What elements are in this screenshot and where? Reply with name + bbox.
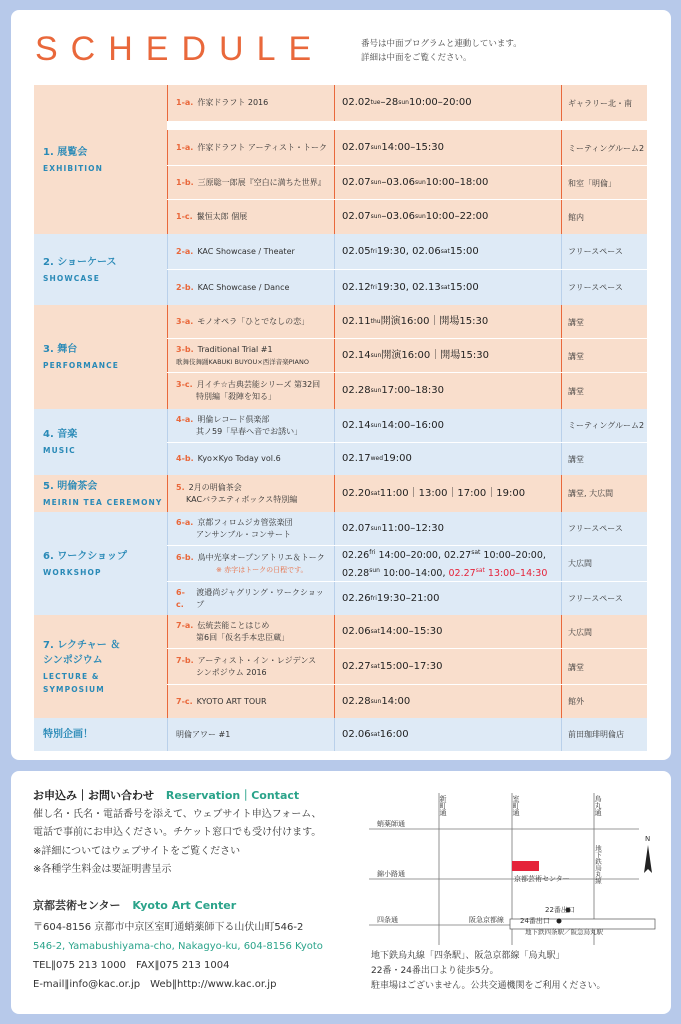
map-caption-3: 駐車場はございません。公共交通機関をご利用ください。 (371, 981, 606, 991)
venue: フリースペース (568, 247, 623, 256)
schedule-row (167, 130, 647, 166)
weekday: thu (370, 318, 381, 325)
schedule-row (167, 512, 647, 545)
street-nishiki: 錦小路通 (377, 870, 405, 878)
time: 開演16:00｜開場15:30 (380, 316, 489, 327)
venue: 前田珈琲明倫店 (568, 730, 624, 739)
category-en: WORKSHOP (43, 567, 102, 577)
time: 14:00–16:00 (381, 419, 445, 431)
weekday: sat (370, 628, 380, 635)
venue: 館内 (568, 212, 584, 222)
venue: フリースペース (568, 594, 623, 603)
program-title: 鳥中光享オープンアトリエ＆トーク (197, 552, 325, 562)
time: 15:00–17:30 (379, 661, 443, 672)
weekday: sat (370, 730, 380, 738)
venue: ミーティングルーム2 (568, 421, 645, 430)
schedule-row (167, 409, 647, 442)
row-divider (167, 129, 647, 130)
program-title: 渡邉尚ジャグリング・ワークショップ (196, 587, 324, 609)
center-name: 京都芸術センター Kyoto Art Center (33, 899, 237, 912)
label-subway: 地下鉄烏丸線 (594, 845, 602, 884)
date-mid: –03.06 (381, 211, 416, 222)
program-title: モノオペラ「ひとでなしの恋」 (197, 317, 310, 326)
program-number: 1-c. (176, 212, 193, 221)
talk-weekday: sat (475, 566, 485, 574)
program-number: 7-c. (176, 696, 193, 706)
schedule-row (167, 270, 647, 305)
program-number: 4-b. (176, 454, 194, 463)
date: 02.14 (342, 419, 371, 431)
header-note-1: 番号は中面プログラムと連動しています。 (361, 39, 522, 49)
weekday: sun (370, 697, 382, 705)
program-subtitle: 歌舞伎舞踊KABUKI BUYOU×西洋音楽PIANO (176, 358, 309, 366)
date-mid: –28 (380, 97, 399, 108)
category-jp: 6. ワークショップ (43, 550, 128, 562)
program-number: 5. (176, 482, 185, 492)
program-number: 7-b. (176, 656, 194, 665)
program-title: 三原聡一郎展『空白に満ちた世界』 (197, 178, 326, 187)
venue: 館外 (568, 697, 584, 706)
date: 02.20 (342, 487, 371, 499)
street-karasuma: 烏丸通 (594, 795, 602, 816)
date: 02.28 (342, 695, 371, 707)
weekday: fri (370, 594, 377, 602)
schedule-row (167, 305, 647, 339)
weekday: wed (370, 455, 384, 462)
program-number: 6-a. (176, 517, 194, 527)
weekday: fri (369, 549, 376, 557)
category-en: PERFORMANCE (43, 361, 119, 370)
schedule-row (167, 166, 647, 200)
venue: 講堂, 大広間 (568, 489, 614, 498)
weekday: sat (370, 663, 380, 670)
weekday-2: sat (440, 283, 450, 291)
program-title: Traditional Trial #1 (197, 345, 273, 354)
category-special (34, 718, 167, 751)
program-subtitle: 第6回「仮名手本忠臣蔵」 (196, 633, 290, 642)
label-center: 京都芸術センター (514, 875, 570, 883)
date: 02.27 (342, 661, 371, 672)
category-jp: 1. 展覧会 (43, 146, 88, 158)
date: 02.26 (342, 592, 371, 604)
category-en: SHOWCASE (43, 273, 100, 283)
date: 02.14 (342, 350, 371, 361)
weekday: sun (370, 179, 382, 186)
schedule-row (167, 649, 647, 685)
schedule-row (167, 200, 647, 234)
weekday: sun (370, 352, 382, 359)
weekday: sun (370, 387, 382, 394)
category-music (34, 409, 167, 475)
category-jp-2: シンポジウム (43, 654, 103, 666)
venue: 講堂 (568, 317, 584, 327)
reservation-note-1: ※詳細についてはウェブサイトをご覧ください (33, 846, 241, 857)
category-exhibition (34, 85, 167, 234)
program-number: 4-a. (176, 414, 194, 424)
schedule-row (167, 373, 647, 409)
label-station: 地下鉄四条駅／阪急烏丸駅 (525, 928, 603, 936)
program-title: 京都フィロムジカ管弦楽団 (197, 517, 293, 527)
program-note: ※ 赤字はトークの日程です。 (216, 565, 308, 574)
date: 02.07 (342, 142, 371, 153)
program-number: 3-b. (176, 345, 194, 354)
weekday: sat (370, 489, 380, 497)
weekday: sun (370, 213, 382, 220)
program-title: Kyo×Kyo Today vol.6 (197, 454, 281, 463)
date: 02.05 (342, 245, 371, 257)
info-card (11, 771, 671, 1014)
program-number: 2-a. (176, 246, 194, 256)
category-tea (34, 475, 167, 512)
north-arrow-icon (644, 845, 652, 873)
street-muromachi: 室町通 (512, 795, 520, 816)
time: 11:00｜13:00｜17:00｜19:00 (379, 487, 526, 499)
schedule-row (167, 475, 647, 512)
map-caption-2: 22番・24番出口より徒歩5分。 (371, 966, 499, 976)
schedule-card (11, 10, 671, 760)
category-performance (34, 305, 167, 409)
time: 14:00 (381, 695, 411, 707)
weekday: sun (370, 524, 382, 532)
weekday: sun (369, 566, 380, 574)
program-number: 1-a. (176, 98, 194, 107)
address-jp: 〒604-8156 京都市中京区室町通蛸薬師下る山伏山町546-2 (33, 922, 304, 933)
program-subtitle: KACバラエティボックス特別編 (186, 494, 298, 504)
time: 17:00–18:30 (381, 385, 445, 396)
weekday-2: sat (471, 549, 481, 557)
time: 10:00–14:00, (379, 567, 449, 579)
map-caption-1: 地下鉄烏丸線「四条駅」、阪急京都線「烏丸駅」 (371, 951, 565, 961)
reservation-text-1: 催し名・氏名・電話番号を添えて、ウェブサイト申込フォーム、 (33, 809, 322, 820)
label-exit24: 24番出口 (520, 917, 550, 925)
category-jp: 3. 舞台 (43, 344, 78, 355)
venue: 講堂 (568, 662, 584, 672)
access-map (369, 785, 659, 945)
program-title: アーティスト・イン・レジデンス (197, 656, 317, 665)
date: 02.07 (342, 177, 371, 188)
weekday: sun (370, 144, 382, 151)
label-hankyu: 阪急京都線 (469, 916, 504, 924)
program-number: 6-b. (176, 552, 194, 562)
page-title: SCHEDULE (35, 30, 325, 68)
time: 19:00 (383, 453, 412, 464)
date: 02.28 (342, 385, 371, 396)
schedule-row (167, 234, 647, 269)
category-workshop (34, 512, 167, 615)
program-number: 2-b. (176, 282, 194, 292)
schedule-row (167, 615, 647, 649)
date: 02.11 (342, 316, 371, 327)
category-jp: 4. 音楽 (43, 429, 78, 440)
venue: 講堂 (568, 351, 584, 361)
row-divider (167, 545, 647, 546)
program-title: KAC Showcase / Theater (197, 246, 295, 256)
program-title: 2月の明倫茶会 (188, 482, 242, 492)
row-divider (167, 442, 647, 443)
weekday-2: sun (415, 213, 426, 220)
schedule-row (167, 582, 647, 615)
date: 02.02 (342, 97, 371, 108)
schedule-row (167, 685, 647, 718)
venue: 大広間 (568, 627, 592, 637)
schedule-row (167, 339, 647, 373)
date: 02.06 (342, 728, 371, 740)
reservation-note-2: ※各種学生料金は要証明書呈示 (33, 864, 172, 875)
time: 開演16:00｜開場15:30 (381, 350, 490, 361)
program-title: 鬣恒太郎 個展 (196, 212, 248, 221)
date-mid: –03.06 (381, 177, 416, 188)
weekday-2: sun (415, 179, 426, 186)
date-mid: 14:00–20:00, 02.27 (375, 550, 472, 562)
category-en: MEIRIN TEA CEREMONY (43, 497, 163, 507)
program-number: 3-a. (176, 317, 194, 326)
program-subtitle: 特別編「殺陣を知る」 (196, 392, 276, 401)
date-mid: 19:30, 02.13 (376, 281, 441, 293)
tel-fax: TEL‖075 213 1000 FAX‖075 213 1004 (33, 960, 230, 971)
program-title: 明倫レコード倶楽部 (197, 414, 270, 424)
program-title: 作家ドラフト アーティスト・トーク (197, 143, 327, 152)
venue: フリースペース (568, 524, 623, 533)
program-subtitle: シンポジウム 2016 (196, 668, 267, 677)
venue: フリースペース (568, 283, 623, 292)
label-exit22: 22番出口 (545, 906, 575, 914)
weekday-2: sat (440, 247, 450, 255)
venue: 講堂 (568, 386, 584, 396)
category-en: MUSIC (43, 446, 76, 455)
venue: 和室「明倫」 (568, 178, 616, 188)
date: 02.12 (342, 281, 371, 293)
date: 02.28 (342, 567, 370, 579)
kac-marker (512, 861, 539, 871)
program-title: 明倫アワー #1 (176, 729, 231, 739)
weekday: fri (370, 247, 377, 255)
category-jp: 特別企画！ (43, 729, 93, 740)
exit-24-marker (557, 919, 562, 924)
category-jp: 7. レクチャー ＆ (43, 639, 121, 651)
row-divider (167, 165, 647, 166)
program-subtitle: アンサンブル・コンサート (196, 529, 291, 539)
time: 15:00 (449, 245, 479, 257)
program-title: 作家ドラフト 2016 (197, 98, 269, 107)
weekday: tue (370, 99, 381, 106)
program-title: KYOTO ART TOUR (196, 696, 267, 706)
program-number: 7-a. (176, 621, 194, 630)
venue: 講堂 (568, 454, 584, 464)
street-shijo: 四条通 (377, 916, 398, 924)
time: 16:00 (379, 728, 409, 740)
schedule-row (167, 443, 647, 475)
weekday: sun (370, 421, 382, 429)
date: 02.26 (342, 550, 370, 562)
address-en: 546-2, Yamabushiyama-cho, Nakagyo-ku, 604-8156 Kyoto (33, 941, 323, 952)
schedule-row (167, 718, 647, 751)
time: 14:00–15:30 (379, 626, 443, 637)
time: 10:00–18:00 (425, 177, 489, 188)
header-note-2: 詳細は中面をご覧ください。 (361, 53, 472, 63)
category-showcase (34, 234, 167, 305)
reservation-text-2: 電話で事前にお申込ください。チケット窓口でも受け付けます。 (33, 827, 322, 838)
venue: 大広間 (568, 559, 592, 568)
talk-date: 02.27 (448, 567, 476, 579)
reservation-heading: お申込み｜お問い合わせ Reservation｜Contact (33, 789, 300, 802)
program-number: 6-c. (176, 587, 185, 609)
street-shinmachi: 新町通 (439, 795, 447, 816)
category-jp: 2. ショーケース (43, 256, 117, 268)
program-title: 月イチ☆古典芸能シリーズ 第32回 (196, 380, 321, 389)
category-jp: 5. 明倫茶会 (43, 480, 98, 492)
category-en-2: SYMPOSIUM (43, 684, 105, 694)
time: 15:00 (449, 281, 479, 293)
time: 14:00–15:30 (381, 142, 445, 153)
venue: ミーティングルーム2 (568, 143, 645, 153)
program-title: 伝統芸能ことはじめ (197, 621, 270, 630)
row-divider (167, 372, 647, 373)
row-divider (167, 648, 647, 649)
category-lecture (34, 615, 167, 718)
time: 10:00–22:00 (425, 211, 489, 222)
program-subtitle: 其ノ59「早春へ音でお誘い」 (196, 426, 303, 436)
schedule-row (167, 85, 647, 121)
time: 10:00–20:00 (408, 97, 472, 108)
weekday: fri (370, 283, 377, 291)
row-divider (167, 684, 647, 685)
time: 10:00–20:00, (480, 550, 546, 562)
program-number: 1-a. (176, 143, 194, 152)
email-web: E-mail‖info@kac.or.jp Web‖http://www.kac.or.jp (33, 979, 277, 990)
category-en: EXHIBITION (43, 163, 104, 173)
north-label: N (645, 835, 651, 843)
date: 02.07 (342, 522, 371, 534)
row-divider (167, 581, 647, 582)
date: 02.07 (342, 211, 371, 222)
street-tako: 蛸薬師通 (377, 820, 405, 828)
program-number: 3-c. (176, 380, 193, 389)
time: 19:30–21:00 (376, 592, 440, 604)
schedule-row (167, 546, 647, 581)
date: 02.06 (342, 626, 371, 637)
venue: ギャラリー北・南 (568, 98, 632, 108)
talk-time: 13:00–14:30 (484, 567, 548, 579)
program-title: KAC Showcase / Dance (197, 282, 290, 292)
weekday-2: sun (398, 99, 409, 106)
category-en: LECTURE & (43, 671, 100, 681)
date: 02.17 (342, 453, 371, 464)
row-divider (167, 199, 647, 200)
time: 11:00–12:30 (381, 522, 445, 534)
row-divider (167, 338, 647, 339)
date-mid: 19:30, 02.06 (376, 245, 441, 257)
program-number: 1-b. (176, 178, 194, 187)
row-divider (167, 269, 647, 270)
